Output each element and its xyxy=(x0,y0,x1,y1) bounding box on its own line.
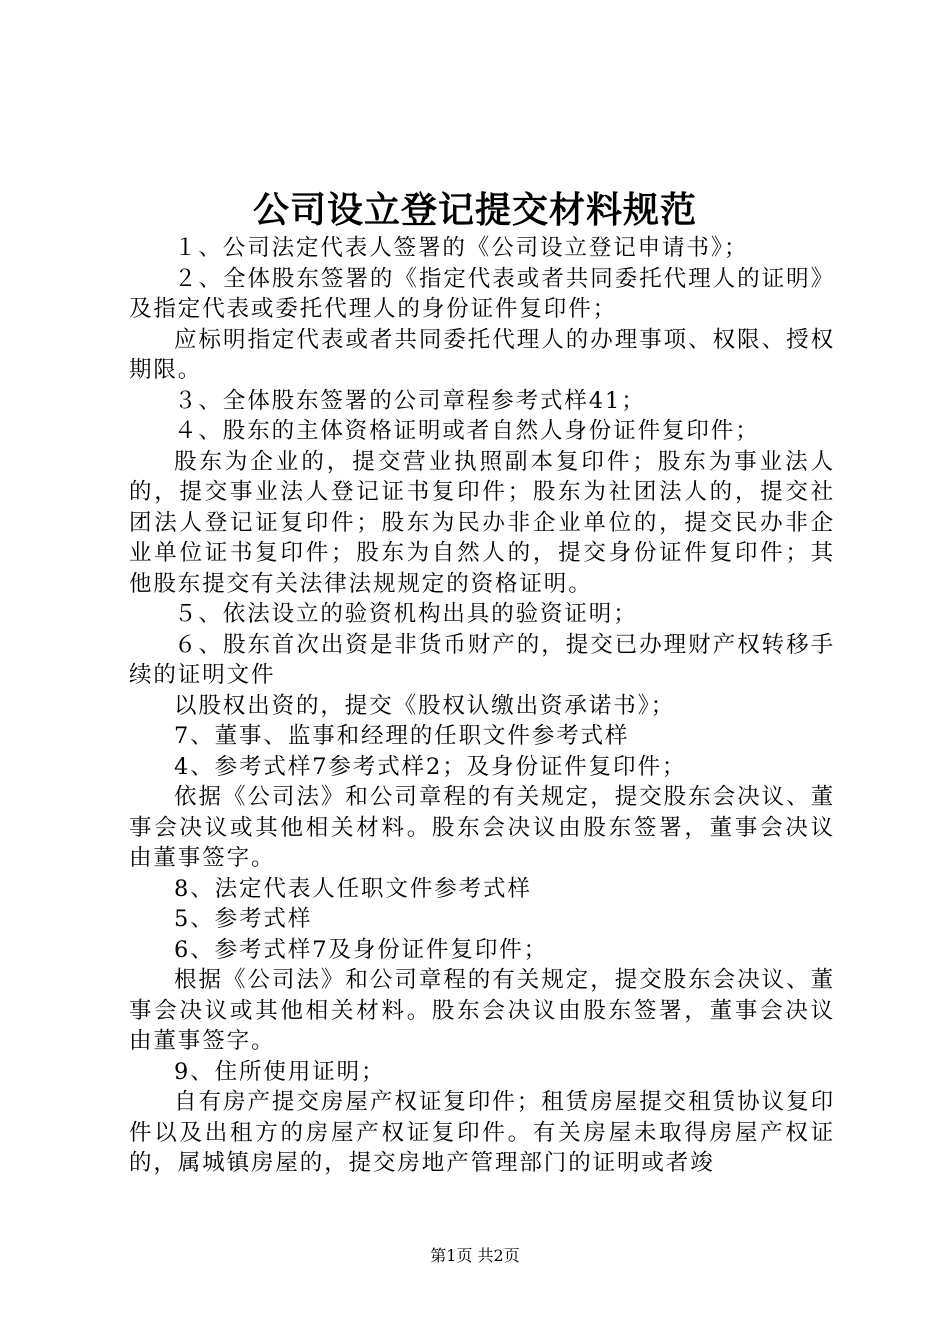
paragraph: 依据《公司法》和公司章程的有关规定，提交股东会决议、董事会决议或其他相关材料。股东会决议由股东签署，董事会决议由董事签字。 xyxy=(129,784,835,871)
paragraph: １、公司法定代表人签署的《公司设立登记申请书》； xyxy=(174,235,749,261)
paragraph: 9、住所使用证明； xyxy=(174,1058,386,1085)
document-body xyxy=(129,233,835,1179)
paragraph: 5、参考式样 xyxy=(174,906,313,932)
paragraph: 8、法定代表人任职文件参考式样 xyxy=(174,875,532,902)
paragraph: ２、全体股东签署的《指定代表或者共同委托代理人的证明》及指定代表或委托代理人的身份证件复印件； xyxy=(129,265,835,322)
document-title: 公司设立登记提交材料规范 xyxy=(252,189,697,231)
paragraph: ４、股东的主体资格证明或者自然人身份证件复印件； xyxy=(174,418,760,444)
paragraph: ５、依法设立的验资机构出具的验资证明； xyxy=(174,601,638,627)
paragraph: 应标明指定代表或者共同委托代理人的办理事项、权限、授权期限。 xyxy=(129,326,835,383)
paragraph: 4、参考式样7参考式样2；及身份证件复印件； xyxy=(174,753,687,780)
paragraph: ３、全体股东签署的公司章程参考式样41； xyxy=(174,387,646,414)
page-number-footer: 第1页 共2页 xyxy=(430,1246,520,1265)
paragraph: 股东为企业的，提交营业执照副本复印件；股东为事业法人的，提交事业法人登记证书复印件；股东为社团法人的，提交社团法人登记证复印件；股东为民办非企业单位的，提交民办非企业单位证书复印件；股东为自然人的，提交身份证件复印件；其他股东提交有关法律法规规定的资格证明。 xyxy=(129,448,835,597)
paragraph: 自有房产提交房屋产权证复印件；租赁房屋提交租赁协议复印件以及出租方的房屋产权证复印件。有关房屋未取得房屋产权证的，属城镇房屋的，提交房地产管理部门的证明或者竣 xyxy=(129,1089,835,1176)
paragraph: 以股权出资的，提交《股权认缴出资承诺书》； xyxy=(174,692,676,719)
paragraph: 7、董事、监事和经理的任职文件参考式样 xyxy=(174,723,630,749)
paragraph: 6、参考式样7及身份证件复印件； xyxy=(174,936,549,963)
paragraph: 根据《公司法》和公司章程的有关规定，提交股东会决议、董事会决议或其他相关材料。股东会决议由股东签署，董事会决议由董事签字。 xyxy=(129,967,835,1054)
paragraph: ６、股东首次出资是非货币财产的，提交已办理财产权转移手续的证明文件 xyxy=(129,631,835,688)
